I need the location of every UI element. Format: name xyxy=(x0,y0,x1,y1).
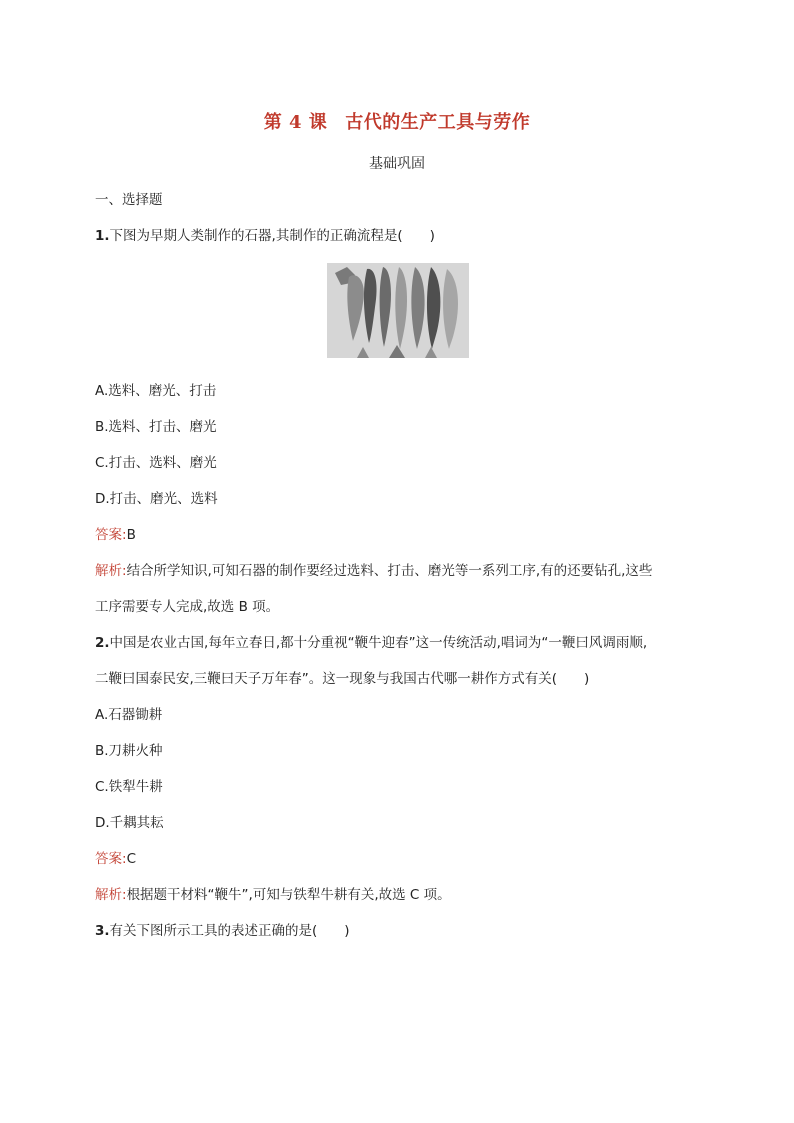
question-2-text: 中国是农业古国,每年立春日,都十分重视“鞭牛迎春”这一传统活动,唱词为“一鞭曰风调雨顺, xyxy=(109,635,648,651)
question-1-explanation xyxy=(95,561,652,581)
question-2-option-a: A.石器锄耕 xyxy=(95,707,163,723)
question-1-answer xyxy=(95,525,136,545)
question-2-option-d: D.千耦其耘 xyxy=(95,815,164,831)
stone-tools-photo xyxy=(327,263,469,358)
question-2-explanation xyxy=(95,885,451,905)
question-3-number: 3. xyxy=(95,923,110,939)
question-1-option-d: D.打击、磨光、选料 xyxy=(95,491,218,507)
question-1-number: 1. xyxy=(95,228,110,244)
explanation-text: 结合所学知识,可知石器的制作要经过选料、打击、磨光等一系列工序,有的还要钻孔,这些 xyxy=(126,563,653,579)
answer-value: B xyxy=(126,527,136,543)
question-1-stem xyxy=(95,226,435,246)
question-3-stem xyxy=(95,921,350,941)
question-1-explanation-cont: 工序需要专人完成,故选 B 项。 xyxy=(95,599,280,615)
stone-tools-illustration xyxy=(327,263,469,358)
answer-value: C xyxy=(126,851,136,867)
section-heading: 基础巩固 xyxy=(369,156,425,172)
question-2-stem-cont: 二鞭曰国泰民安,三鞭曰天子万年春”。这一现象与我国古代哪一耕作方式有关( ) xyxy=(95,671,590,687)
explanation-label: 解析: xyxy=(95,563,127,579)
question-2-option-c: C.铁犁牛耕 xyxy=(95,779,163,795)
question-1-option-a: A.选料、磨光、打击 xyxy=(95,383,217,399)
answer-label: 答案: xyxy=(95,851,127,867)
question-2-stem xyxy=(95,633,647,653)
answer-label: 答案: xyxy=(95,527,127,543)
question-2-option-b: B.刀耕火种 xyxy=(95,743,163,759)
question-1-option-b: B.选料、打击、磨光 xyxy=(95,419,217,435)
question-3-text: 有关下图所示工具的表述正确的是( ) xyxy=(109,923,350,939)
explanation-text: 根据题干材料“鞭牛”,可知与铁犁牛耕有关,故选 C 项。 xyxy=(126,887,451,903)
explanation-label: 解析: xyxy=(95,887,127,903)
question-1-text: 下图为早期人类制作的石器,其制作的正确流程是( ) xyxy=(109,228,435,244)
part-heading: 一、选择题 xyxy=(95,192,163,208)
question-2-answer xyxy=(95,849,136,869)
lesson-number: 第 4 课 xyxy=(263,112,328,133)
lesson-name: 古代的生产工具与劳作 xyxy=(345,112,531,133)
question-2-number: 2. xyxy=(95,635,110,651)
lesson-title xyxy=(0,108,794,134)
question-1-option-c: C.打击、选料、磨光 xyxy=(95,455,217,471)
